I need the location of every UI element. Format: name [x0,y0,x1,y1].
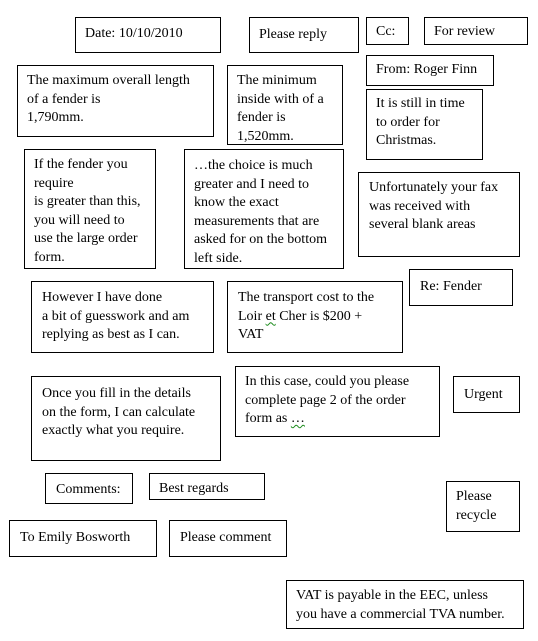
re-fender-note: Re: Fender [409,269,513,306]
best-regards-note: Best regards [149,473,265,500]
cc-note: Cc: [366,17,409,45]
for-review-note: For review [424,17,528,45]
transport-text-end: Cher is $200 + VAT [238,308,363,342]
page-two-text: In this case, could you please complete page 2 of the order form as [245,374,410,426]
fax-note: Unfortunately your fax was received with several blank areas [358,172,520,257]
greater-fender-note: If the fender you require is greater than this, you will need to use the large order form. [24,149,156,269]
choice-note: …the choice is much greater and I need to know the exact measurements that are asked for on the bottom left side. [184,149,344,269]
min-width-note: The minimum inside with of a fender is 1,520mm. [227,65,343,145]
spellcheck-underline-ellipsis: … [290,411,305,426]
guesswork-note: However I have done a bit of guesswork and am replying as best as I can. [31,281,214,353]
urgent-note: Urgent [453,376,520,413]
date-note: Date: 10/10/2010 [75,17,221,53]
fill-details-note: Once you fill in the details on the form, I can calculate exactly what you require. [31,376,221,461]
transport-text-start: The transport cost to the Loir [238,290,375,324]
christmas-note: It is still in time to order for Christmas. [366,89,483,160]
to-note: To Emily Bosworth [9,520,157,557]
page-two-note [235,366,440,437]
from-note: From: Roger Finn [366,55,494,86]
vat-note: VAT is payable in the EEC, unless you have a commercial TVA number. [286,580,524,629]
transport-note [227,281,403,353]
spellcheck-underline-et: et [265,308,276,324]
recycle-note: Please recycle [446,481,520,532]
please-comment-note: Please comment [169,520,287,557]
max-length-note: The maximum overall length of a fender is 1,790mm. [17,65,214,137]
comments-label: Comments: [45,473,133,504]
please-reply-note: Please reply [249,17,359,53]
